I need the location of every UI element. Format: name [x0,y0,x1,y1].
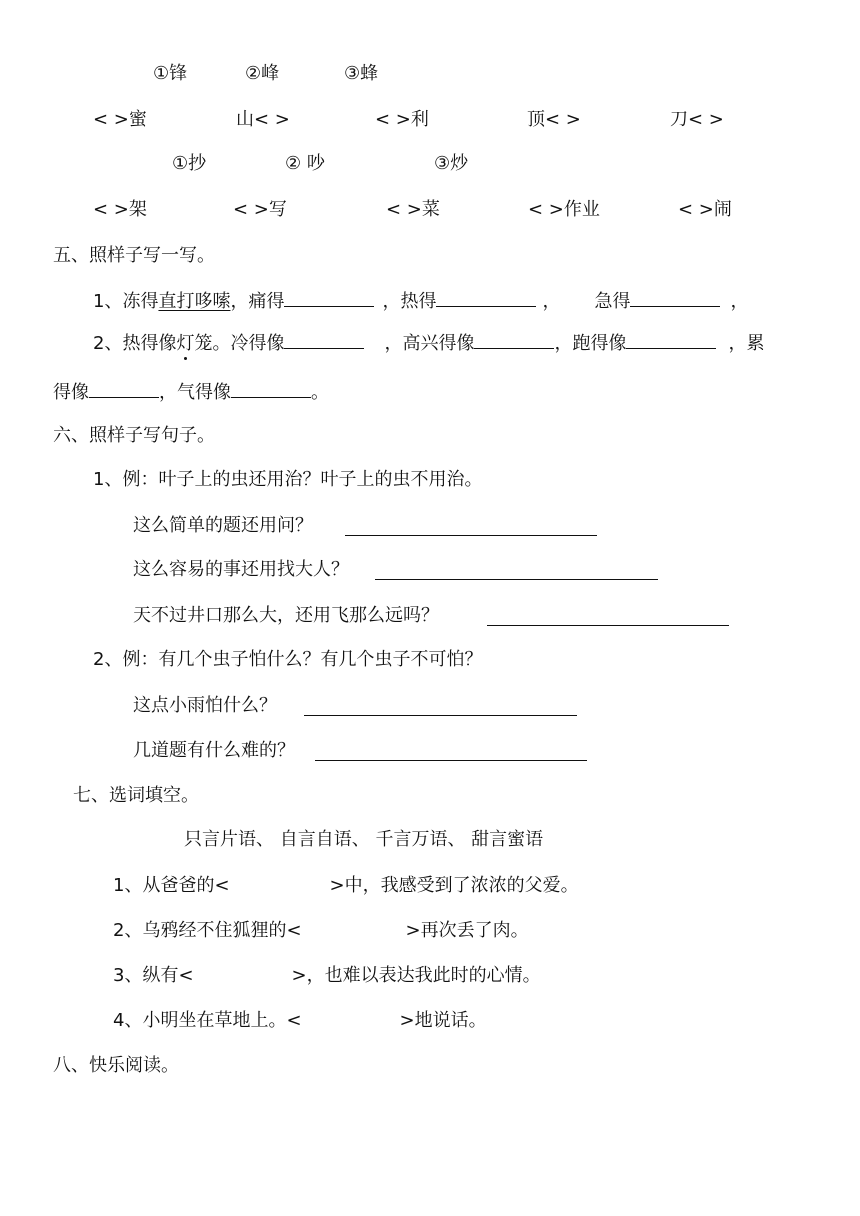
example-sentence: 2、例：有几个虫子怕什么？有几个虫子不可怕？ [93,649,483,670]
option-3: ③炒 [434,153,469,174]
answer-blank[interactable] [231,379,311,398]
question-line: 1、冻得直打哆嗦，痛得 ，热得 ， 急得 ， [93,288,748,314]
example-sentence: 1、例：叶子上的虫还用治？叶子上的虫不用治。 [93,469,483,490]
fill-item: < >架 [93,199,147,220]
example-word: 直打哆嗦 [158,291,231,312]
answer-line[interactable] [315,742,587,761]
question-line: 几道题有什么难的？ [133,740,295,761]
fill-item: 顶< > [527,109,581,130]
fill-item: < >写 [233,199,287,220]
answer-line[interactable] [304,697,577,716]
answer-line[interactable] [487,607,729,626]
fill-sentence: 4、小明坐在草地上。< >地说话。 [113,1010,487,1031]
answer-blank[interactable] [474,330,554,349]
option-2: ② 吵 [285,153,325,174]
option-1: ①抄 [172,153,207,174]
answer-line[interactable] [345,517,597,536]
fill-item: < >利 [375,109,429,130]
fill-item: 刀< > [670,109,724,130]
question-line: 这么简单的题还用问？ [133,515,313,536]
fill-item: < >蜜 [93,109,147,130]
question-line: 2、热得像灯笼。冷得像 ，高兴得像 ，跑得像 ，累 [93,330,764,356]
section-heading: 六、照样子写句子。 [53,425,215,446]
answer-blank[interactable] [284,288,374,307]
option-1: ①锋 [153,63,188,84]
answer-blank[interactable] [626,330,716,349]
section-heading: 八、快乐阅读。 [53,1055,179,1076]
fill-sentence: 2、乌鸦经不住狐狸的< >再次丢了肉。 [113,920,529,941]
word-bank: 只言片语、 自言自语、 千言万语、 甜言蜜语 [184,829,544,850]
fill-item: 山< > [236,109,290,130]
answer-blank[interactable] [89,379,159,398]
answer-blank[interactable] [436,288,536,307]
option-2: ②峰 [245,63,280,84]
answer-line[interactable] [375,561,658,580]
answer-blank[interactable] [284,330,364,349]
question-line: 天不过井口那么大，还用飞那么远吗？ [133,605,439,626]
question-line: 这么容易的事还用找大人？ [133,559,349,580]
fill-item: < >菜 [386,199,440,220]
fill-item: < >作业 [528,199,600,220]
answer-blank[interactable] [630,288,720,307]
fill-sentence: 3、纵有< >，也难以表达我此时的心情。 [113,965,541,986]
section-heading: 七、选词填空。 [73,785,199,806]
question-line: 得像 ，气得像 。 [53,379,329,405]
question-line: 这点小雨怕什么？ [133,695,277,716]
fill-item: < >闹 [678,199,732,220]
fill-sentence: 1、从爸爸的< >中，我感受到了浓浓的父爱。 [113,875,579,896]
option-3: ③蜂 [344,63,379,84]
section-heading: 五、照样子写一写。 [53,245,215,266]
